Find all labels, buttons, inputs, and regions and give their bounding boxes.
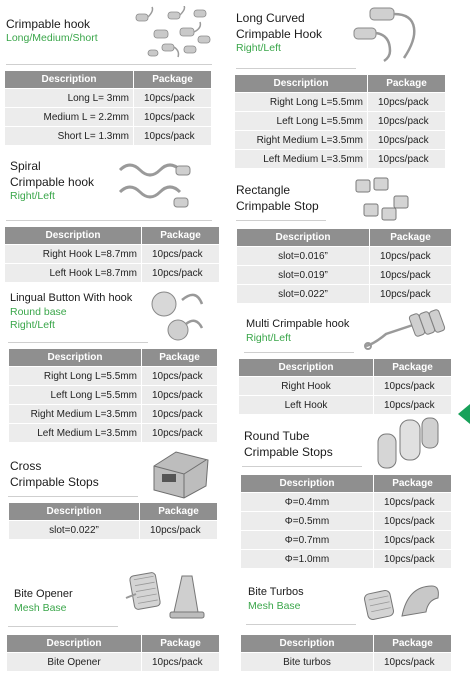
description-cell: Left Hook L=8.7mm — [5, 264, 142, 283]
description-cell: slot=0.022” — [9, 521, 140, 540]
col-header-package: Package — [142, 635, 220, 653]
block-subtitle: Right/Left — [10, 190, 55, 202]
description-cell: Left Hook — [239, 396, 374, 415]
crimpable-hook-table — [4, 70, 212, 146]
col-header-description: Description — [241, 635, 374, 653]
description-cell: Bite turbos — [241, 653, 374, 672]
description-cell: Right Medium L=3.5mm — [9, 405, 142, 424]
table-row — [235, 112, 446, 131]
col-header-description: Description — [237, 229, 370, 247]
table-row — [237, 247, 452, 266]
block-subtitle: Right/Left — [246, 332, 291, 344]
divider — [8, 496, 138, 497]
col-header-package: Package — [140, 503, 218, 521]
bite-turbos-heading — [248, 584, 304, 613]
table-row — [241, 653, 452, 672]
package-cell: 10pcs/pack — [374, 512, 452, 531]
block-title: Round Tube — [244, 429, 310, 443]
package-cell: 10pcs/pack — [374, 493, 452, 512]
package-cell: 10pcs/pack — [374, 396, 452, 415]
spiral-heading — [10, 158, 94, 203]
description-cell: Left Long L=5.5mm — [9, 386, 142, 405]
block-subtitle: Right/Left — [10, 319, 55, 331]
table-row — [5, 127, 212, 146]
package-cell: 10pcs/pack — [374, 550, 452, 569]
description-cell: Bite Opener — [7, 653, 142, 672]
description-cell: Left Medium L=3.5mm — [9, 424, 142, 443]
rectangle-table — [236, 228, 452, 304]
divider — [6, 64, 212, 65]
package-cell: 10pcs/pack — [134, 89, 212, 108]
cross-heading — [10, 458, 99, 490]
col-header-package: Package — [374, 635, 452, 653]
description-cell: Short L= 1.3mm — [5, 127, 134, 146]
col-header-package: Package — [134, 71, 212, 89]
description-cell: Right Long L=5.5mm — [235, 93, 368, 112]
block-title: Cross — [10, 459, 42, 473]
round-tube-image — [374, 414, 444, 472]
block-title: Crimpable Stops — [244, 445, 333, 459]
block-title: Crimpable hook — [6, 17, 91, 31]
table-row — [5, 89, 212, 108]
divider — [8, 626, 118, 627]
lingual-button-image — [150, 286, 210, 346]
table-row — [9, 424, 218, 443]
col-header-package: Package — [142, 349, 218, 367]
table-row — [9, 521, 218, 540]
package-cell: 10pcs/pack — [142, 264, 220, 283]
package-cell: 10pcs/pack — [368, 131, 446, 150]
divider — [236, 220, 326, 221]
table-row — [241, 493, 452, 512]
block-subtitle: Mesh Base — [14, 602, 67, 614]
next-page-arrow-icon[interactable] — [458, 404, 470, 424]
divider — [236, 68, 356, 69]
bite-turbos-table — [240, 634, 452, 672]
block-title: Long Curved — [236, 11, 305, 25]
block-subtitle: Long/Medium/Short — [6, 32, 98, 44]
block-title: Rectangle — [236, 183, 291, 197]
block-title: Crimpable hook — [10, 175, 95, 189]
description-cell: slot=0.016” — [237, 247, 370, 266]
block-subtitle: Round base — [10, 306, 67, 318]
block-title: Bite Turbos — [248, 586, 304, 598]
table-row — [5, 108, 212, 127]
table-row — [5, 264, 220, 283]
package-cell: 10pcs/pack — [142, 245, 220, 264]
round-tube-heading — [244, 428, 333, 460]
description-cell: Right Hook L=8.7mm — [5, 245, 142, 264]
package-cell: 10pcs/pack — [368, 93, 446, 112]
package-cell: 10pcs/pack — [142, 424, 218, 443]
package-cell: 10pcs/pack — [142, 386, 218, 405]
package-cell: 10pcs/pack — [370, 266, 452, 285]
crimpable-hook-heading — [6, 16, 98, 45]
description-cell: Φ=0.7mm — [241, 531, 374, 550]
divider — [246, 624, 356, 625]
table-row — [241, 550, 452, 569]
table-row — [237, 285, 452, 304]
col-header-package: Package — [368, 75, 446, 93]
description-cell: slot=0.022” — [237, 285, 370, 304]
description-cell: Φ=0.5mm — [241, 512, 374, 531]
package-cell: 10pcs/pack — [140, 521, 218, 540]
rectangle-heading — [236, 182, 319, 214]
divider — [8, 342, 148, 343]
lingual-button-heading — [10, 290, 132, 332]
package-cell: 10pcs/pack — [374, 377, 452, 396]
package-cell: 10pcs/pack — [370, 247, 452, 266]
table-row — [235, 131, 446, 150]
package-cell: 10pcs/pack — [370, 285, 452, 304]
table-row — [239, 377, 452, 396]
description-cell: slot=0.019” — [237, 266, 370, 285]
description-cell: Right Hook — [239, 377, 374, 396]
block-title: Crimpable Stops — [10, 475, 99, 489]
table-row — [9, 367, 218, 386]
block-title: Bite Opener — [14, 588, 73, 600]
lingual-button-table — [8, 348, 218, 443]
description-cell: Left Long L=5.5mm — [235, 112, 368, 131]
cross-table — [8, 502, 218, 540]
package-cell: 10pcs/pack — [374, 531, 452, 550]
table-row — [241, 512, 452, 531]
table-row — [237, 266, 452, 285]
col-header-description: Description — [235, 75, 368, 93]
package-cell: 10pcs/pack — [134, 108, 212, 127]
description-cell: Medium L = 2.2mm — [5, 108, 134, 127]
block-title: Spiral — [10, 159, 41, 173]
block-title: Multi Crimpable hook — [246, 318, 350, 330]
table-row — [9, 405, 218, 424]
col-header-description: Description — [5, 71, 134, 89]
col-header-description: Description — [9, 349, 142, 367]
rectangle-stop-image — [352, 176, 416, 224]
spiral-hook-image — [116, 158, 194, 216]
crimpable-hook-image — [128, 6, 220, 64]
divider — [244, 352, 354, 353]
col-header-package: Package — [370, 229, 452, 247]
description-cell: Φ=0.4mm — [241, 493, 374, 512]
package-cell: 10pcs/pack — [142, 367, 218, 386]
table-row — [235, 150, 446, 169]
package-cell: 10pcs/pack — [368, 112, 446, 131]
multi-crimpable-heading — [246, 316, 349, 345]
col-header-package: Package — [374, 359, 452, 377]
block-title: Crimpable Hook — [236, 27, 323, 41]
long-curved-heading — [236, 10, 322, 55]
package-cell: 10pcs/pack — [134, 127, 212, 146]
col-header-description: Description — [241, 475, 374, 493]
divider — [6, 220, 212, 221]
table-row — [235, 93, 446, 112]
description-cell: Right Medium L=3.5mm — [235, 131, 368, 150]
col-header-package: Package — [374, 475, 452, 493]
col-header-description: Description — [9, 503, 140, 521]
package-cell: 10pcs/pack — [374, 653, 452, 672]
block-title: Lingual Button With hook — [10, 292, 133, 304]
bite-opener-image — [122, 568, 218, 624]
col-header-package: Package — [142, 227, 220, 245]
long-curved-hook-image — [340, 2, 430, 66]
description-cell: Left Medium L=3.5mm — [235, 150, 368, 169]
multi-crimpable-table — [238, 358, 452, 415]
bite-opener-table — [6, 634, 220, 672]
table-row — [239, 396, 452, 415]
table-row — [241, 531, 452, 550]
description-cell: Right Long L=5.5mm — [9, 367, 142, 386]
bite-opener-heading — [14, 586, 73, 615]
block-title: Crimpable Stop — [236, 199, 319, 213]
block-subtitle: Mesh Base — [248, 600, 301, 612]
multi-crimpable-image — [362, 308, 454, 354]
package-cell: 10pcs/pack — [142, 653, 220, 672]
table-row — [5, 245, 220, 264]
round-tube-table — [240, 474, 452, 569]
bite-turbos-image — [360, 576, 446, 624]
description-cell: Long L= 3mm — [5, 89, 134, 108]
table-row — [7, 653, 220, 672]
col-header-description: Description — [7, 635, 142, 653]
col-header-description: Description — [239, 359, 374, 377]
description-cell: Φ=1.0mm — [241, 550, 374, 569]
divider — [242, 466, 362, 467]
col-header-description: Description — [5, 227, 142, 245]
block-subtitle: Right/Left — [236, 42, 281, 54]
spiral-table — [4, 226, 220, 283]
long-curved-table — [234, 74, 446, 169]
table-row — [9, 386, 218, 405]
package-cell: 10pcs/pack — [142, 405, 218, 424]
package-cell: 10pcs/pack — [368, 150, 446, 169]
cross-stop-image — [146, 446, 214, 502]
